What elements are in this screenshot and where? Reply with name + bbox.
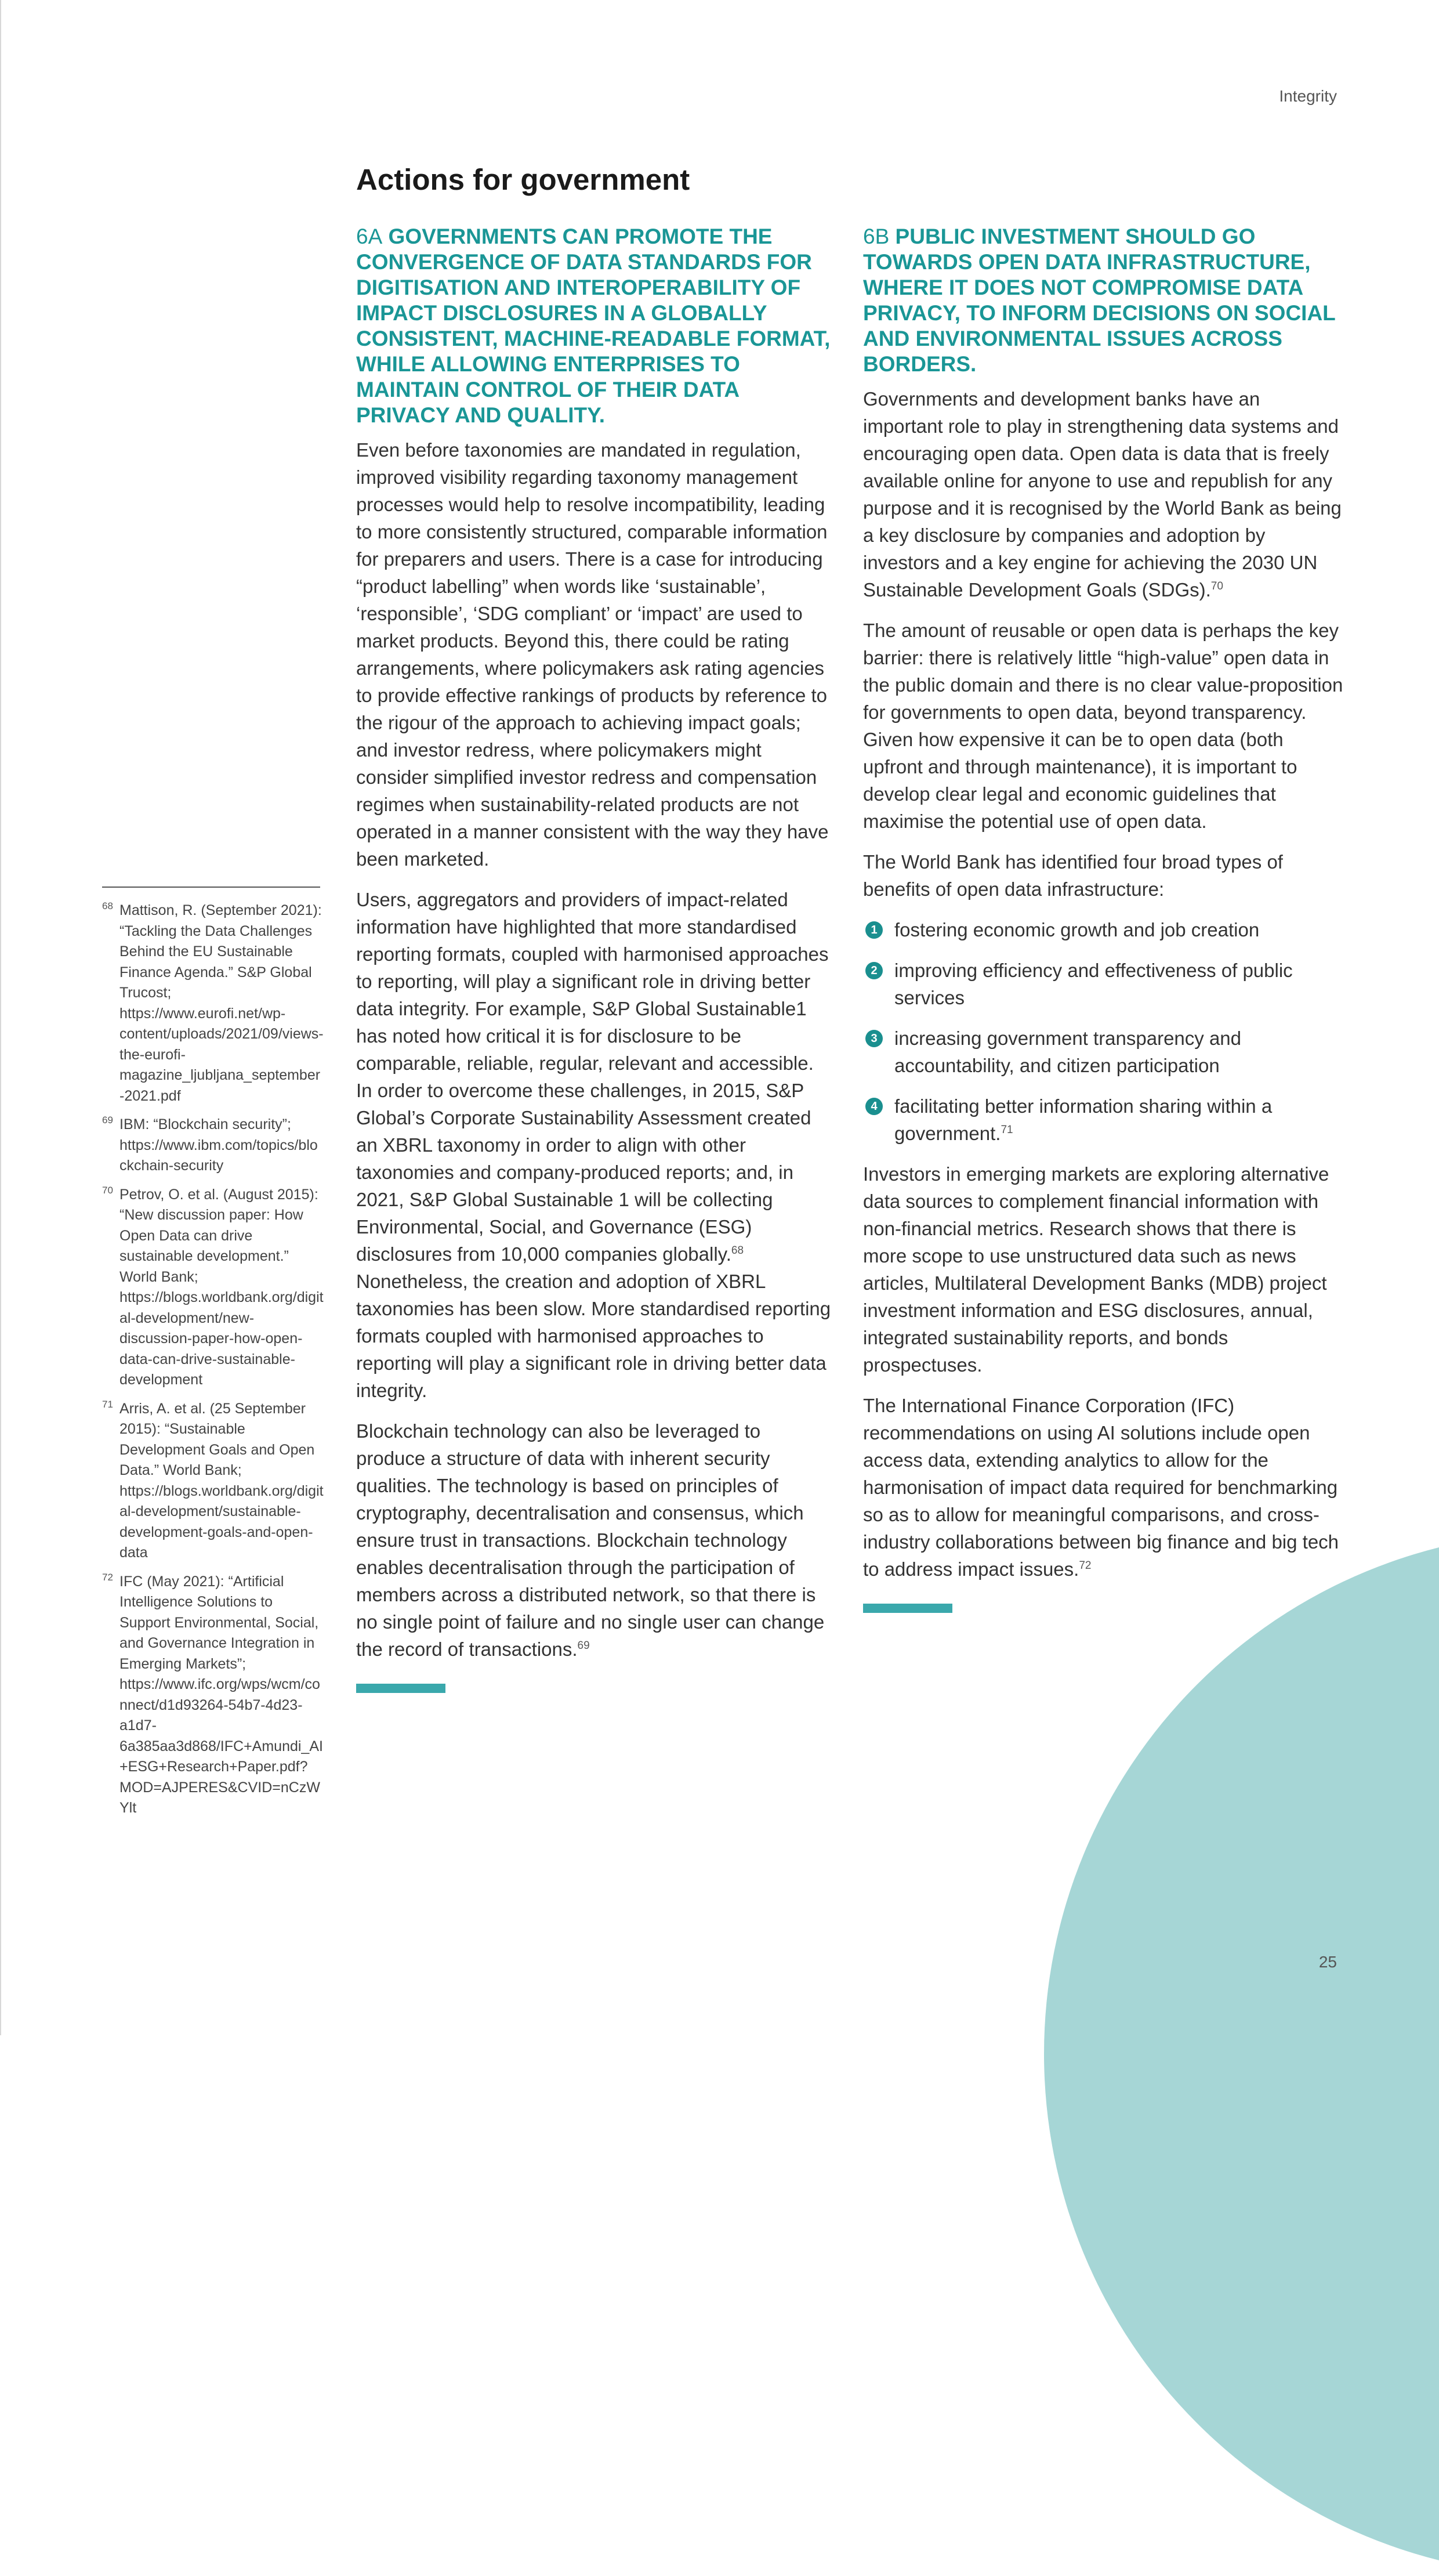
footnote-text[interactable]: IBM: “Blockchain security”; https://www.ibm.com/topics/blockchain-security	[119, 1116, 318, 1174]
footnote	[102, 1115, 325, 1177]
decorative-corner-shape	[1044, 1532, 1439, 2576]
recommendation-title: GOVERNMENTS CAN PROMOTE THE CONVERGENCE OF DATA STANDARDS FOR DIGITISATION AND INTEROPERABILITY OF IMPACT DISCLOSURES IN A GLOBALLY CONSISTENT, MACHINE-READABLE FORMAT, WHILE ALLOWING ENTERPRISES TO MAINTAIN CONTROL OF THEIR DATA PRIVACY AND QUALITY.	[356, 225, 831, 427]
recommendation-code: 6A	[356, 225, 383, 248]
paragraph: Blockchain technology can also be leveraged to produce a structure of data with inherent security qualities. The technology is based on principles of cryptography, decentralisation and consensus, which ensure trust in transactions. Blockchain technology enables decentralisation through the participation of members across a distributed network, so that there is no single point of failure and no single user can change the record of transactions.$^{69}$	[356, 1420, 825, 1660]
recommendation-heading-6b	[863, 224, 1343, 377]
footnote	[102, 900, 325, 1106]
paragraph: Users, aggregators and providers of impact-related information have highlighted that more standardised reporting formats, coupled with harmonised approaches to reporting, will play a significant role in driving better data integrity. For example, S&P Global Sustainable1 has noted how critical it is for disclosure to be comparable, reliable, regular, relevant and accessible. In order to overcome these challenges, in 2015, S&P Global’s Corporate Sustainability Assessment created an XBRL taxonomy in order to align with other taxonomies and company-produced reports; and, in 2021, S&P Global Sustainable 1 will be collecting Environmental, Social, and Governance (ESG) disclosures from 10,000 companies globally.$^{68}$ Nonetheless, the creation and adoption of XBRL taxonomies has been slow. More standardised reporting formats coupled with harmonised approaches to reporting will play a significant role in driving better data integrity.	[356, 889, 831, 1401]
benefits-list	[863, 916, 1343, 1147]
footnote-ref[interactable]: 68	[731, 1244, 744, 1257]
page-title: Actions for government	[356, 163, 690, 196]
paragraph: The amount of reusable or open data is perhaps the key barrier: there is relatively little “high-value” open data in the public domain and there is no clear value-proposition for governments to open data, beyond transparency. Given how expensive it can be to open data (both upfront and through maintenance), it is important to develop clear legal and economic guidelines that maximise the potential use of open data.	[863, 620, 1343, 832]
footnote-number: 71	[102, 1398, 113, 1410]
list-item: 1 fostering economic growth and job creation	[863, 916, 1343, 943]
footnote-number: 68	[102, 900, 113, 911]
page-border	[0, 0, 1, 2035]
number-badge-icon: 2	[865, 962, 883, 979]
section-end-bar	[863, 1604, 952, 1613]
recommendation-heading-6a	[356, 224, 832, 428]
footnote-ref[interactable]: 72	[1079, 1560, 1092, 1572]
list-item: 2 improving efficiency and effectiveness of public services	[863, 957, 1343, 1011]
list-item: 3 increasing government transparency and accountability, and citizen participation	[863, 1025, 1343, 1079]
running-header-section: Integrity	[1279, 87, 1337, 105]
footnote-text[interactable]: Petrov, O. et al. (August 2015): “New discussion paper: How Open Data can drive sustainable development.” World Bank; https://blogs.worldbank.org/digital-development/new-discussion-paper-how-open-data-can-drive-sustainable-development	[119, 1186, 324, 1388]
footnote-text[interactable]: IFC (May 2021): “Artificial Intelligence Solutions to Support Environmental, Social, and Governance Integration in Emerging Markets”; https://www.ifc.org/wps/wcm/connect/d1d93264-54b7-4d23-a1d7-6a385aa3d868/IFC+Amundi_AI+ESG+Research+Paper.pdf?MOD=AJPERES&CVID=nCzWYlt	[119, 1573, 323, 1816]
paragraph: Governments and development banks have an important role to play in strengthening data systems and encouraging open data. Open data is data that is freely available online for anyone to use and republish for any purpose and it is recognised by the World Bank as being a key disclosure by companies and adoption by investors and a key engine for achieving the 2030 UN Sustainable Development Goals (SDGs).$^{70}$	[863, 388, 1342, 600]
footnote	[102, 1185, 325, 1391]
page-number: 25	[1318, 1953, 1337, 1971]
paragraph: The World Bank has identified four broad types of benefits of open data infrastructure:	[863, 851, 1283, 900]
footnote	[102, 1399, 325, 1564]
paragraph: Investors in emerging markets are exploring alternative data sources to complement financial information with non-financial metrics. Research shows that there is more scope to use unstructured data such as news articles, Multilateral Development Banks (MDB) project investment information and ESG disclosures, annual, integrated sustainability reports, and bonds prospectuses.	[863, 1163, 1329, 1376]
section-end-bar	[356, 1684, 445, 1693]
paragraph: Even before taxonomies are mandated in regulation, improved visibility regarding taxonomy management processes would help to resolve incompatibility, leading to more consistently structured, comparable information for preparers and users. There is a case for introducing “product labelling” when words like ‘sustainable’, ‘responsible’, ‘SDG compliant’ or ‘impact’ are used to market products. Beyond this, there could be rating arrangements, where policymakers ask rating agencies to provide effective rankings of products by reference to the rigour of the approach to achieving impact goals; and investor redress, where policymakers might consider simplified investor redress and compensation regimes when sustainability-related products are not operated in a manner consistent with the way they have been marketed.	[356, 439, 829, 870]
footnote-ref[interactable]: 70	[1210, 580, 1223, 592]
footnote-divider	[102, 887, 320, 888]
column-6a	[356, 224, 832, 1693]
footnote-number: 72	[102, 1571, 113, 1583]
paragraph: The International Finance Corporation (IFC) recommendations on using AI solutions include open access data, extending analytics to allow for the harmonisation of impact data required for benchmarking so as to allow for meaningful comparisons, and cross-industry collaborations between big finance and big tech to address impact issues.$^{72}$	[863, 1395, 1339, 1580]
footnote-number: 70	[102, 1184, 113, 1196]
footnote-number: 69	[102, 1115, 113, 1126]
number-badge-icon: 1	[865, 921, 883, 939]
footnote-ref[interactable]: 69	[577, 1640, 590, 1652]
recommendation-title: PUBLIC INVESTMENT SHOULD GO TOWARDS OPEN DATA INFRASTRUCTURE, WHERE IT DOES NOT COMPROMISE DATA PRIVACY, TO INFORM DECISIONS ON SOCIAL AND ENVIRONMENTAL ISSUES ACROSS BORDERS.	[863, 225, 1336, 376]
recommendation-code: 6B	[863, 225, 890, 248]
footnote	[102, 1572, 325, 1819]
footnotes	[102, 900, 325, 1827]
list-item: 4 facilitating better information sharing within a government.$^{71}$	[863, 1092, 1343, 1147]
column-6b	[863, 224, 1343, 1613]
footnote-ref[interactable]: 71	[1001, 1124, 1013, 1136]
number-badge-icon: 4	[865, 1098, 883, 1115]
number-badge-icon: 3	[865, 1030, 883, 1047]
footnote-text[interactable]: Mattison, R. (September 2021): “Tackling the Data Challenges Behind the EU Sustainable Finance Agenda.” S&P Global Trucost; https://www.eurofi.net/wp-content/uploads/2021/09/views-the-eurofi-magazine_ljubljana_september-2021.pdf	[119, 902, 324, 1104]
footnote-text[interactable]: Arris, A. et al. (25 September 2015): “Sustainable Development Goals and Open Data.” World Bank; https://blogs.worldbank.org/digital-development/sustainable-development-goals-and-open-data	[119, 1400, 324, 1561]
